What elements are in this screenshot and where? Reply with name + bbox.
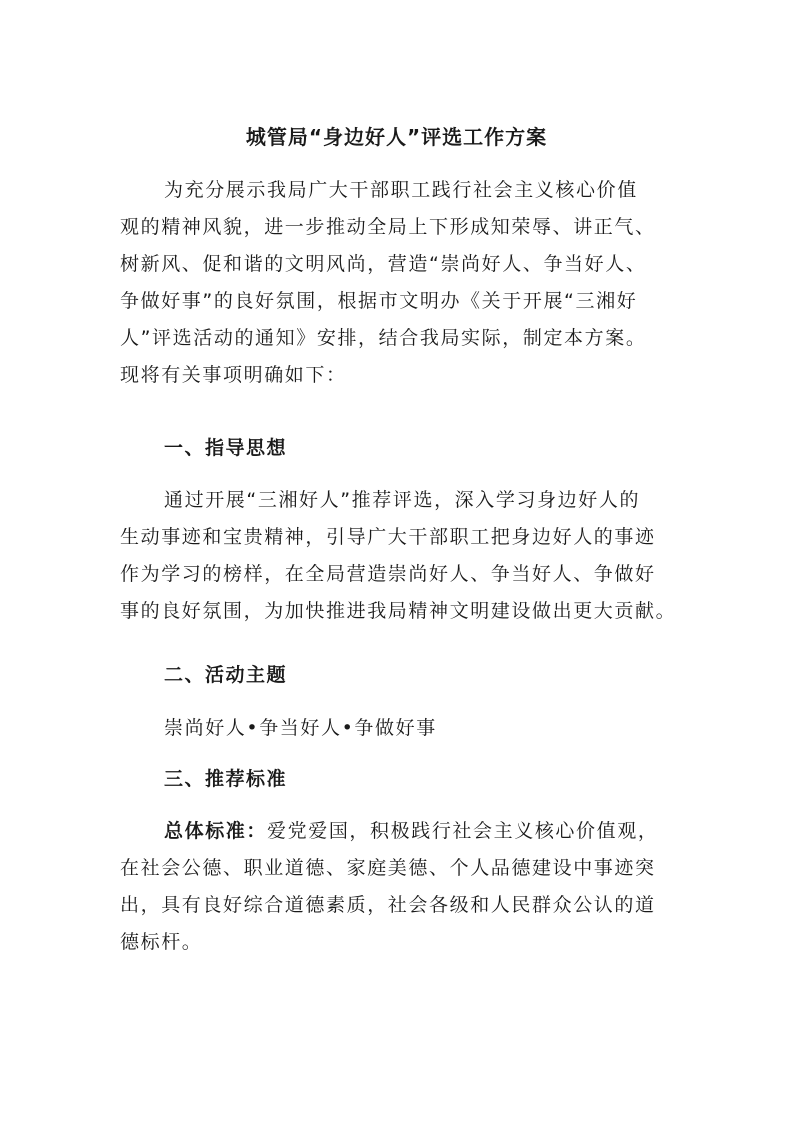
- guiding-line: 作为学习的榜样，在全局营造崇尚好人、争当好人、争做好: [120, 563, 656, 585]
- section-heading-guiding-idea: 一、指导思想: [164, 437, 288, 459]
- criteria-line: 在社会公德、职业道德、家庭美德、个人品德建设中事迹突: [120, 857, 656, 879]
- intro-line: 争做好事”的良好氛围，根据市文明办《关于开展“三湘好: [120, 290, 638, 312]
- intro-line: 现将有关事项明确如下：: [120, 364, 347, 386]
- criteria-line: 德标杆。: [120, 931, 203, 953]
- guiding-idea-paragraph: [120, 482, 680, 630]
- intro-line: 人”评选活动的通知》安排，结合我局实际，制定本方案。: [120, 327, 647, 349]
- intro-line: 树新风、促和谐的文明风尚，营造“崇尚好人、争当好人、: [120, 253, 647, 275]
- guiding-line: 生动事迹和宝贵精神，引导广大干部职工把身边好人的事迹: [120, 526, 656, 548]
- intro-line: 观的精神风貌，进一步推动全局上下形成知荣辱、讲正气、: [120, 216, 656, 238]
- section-heading-theme: 二、活动主题: [164, 664, 288, 686]
- intro-paragraph: [120, 172, 680, 394]
- intro-line: 为充分展示我局广大干部职工践行社会主义核心价值: [164, 179, 638, 201]
- criteria-paragraph: [120, 813, 680, 961]
- criteria-first-line-text: 爱党爱国，积极践行社会主义核心价值观，: [267, 820, 659, 842]
- activity-theme: 崇尚好人•争当好人•争做好事: [164, 717, 437, 739]
- document-title: 城管局“身边好人”评选工作方案: [245, 125, 548, 149]
- section-heading-criteria: 三、推荐标准: [164, 768, 288, 790]
- guiding-line: 通过开展“三湘好人”推荐评选，深入学习身边好人的: [164, 489, 641, 511]
- criteria-first-line: [120, 813, 680, 850]
- criteria-label: 总体标准：: [164, 820, 268, 842]
- criteria-line: 出，具有良好综合道德素质，社会各级和人民群众公认的道: [120, 894, 656, 916]
- guiding-line: 事的良好氛围，为加快推进我局精神文明建设做出更大贡献。: [120, 600, 677, 622]
